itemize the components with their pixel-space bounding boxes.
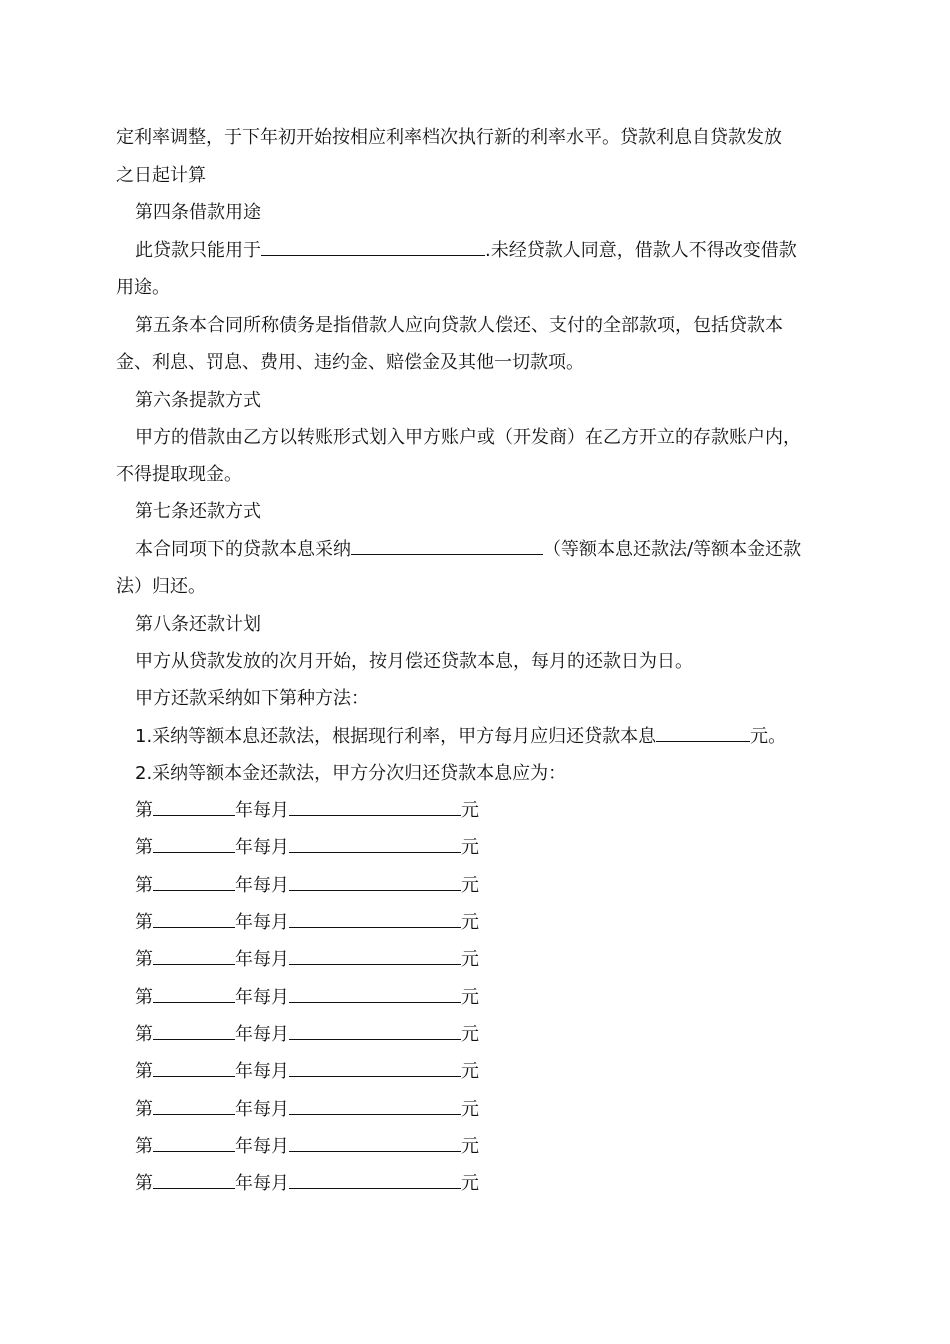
year-blank[interactable] [153, 1136, 235, 1152]
article-7-title: 第七条还款方式 [135, 501, 261, 522]
article-7-continuation: 法）归还。 [116, 576, 206, 597]
schedule-row [135, 875, 479, 897]
schedule-row-middle: 年每月 [235, 912, 289, 933]
schedule-row [135, 1061, 479, 1083]
schedule-row [135, 800, 479, 822]
schedule-row-middle: 年每月 [235, 837, 289, 858]
schedule-row-middle: 年每月 [235, 1099, 289, 1120]
option-1-suffix: 元。 [750, 726, 787, 747]
schedule-row-middle: 年每月 [235, 1173, 289, 1194]
schedule-row [135, 949, 479, 971]
article-7-paragraph [135, 539, 801, 561]
article-5-line-2: 金、利息、罚息、费用、违约金、赔偿金及其他一切款项。 [116, 352, 584, 373]
year-blank[interactable] [153, 949, 235, 965]
article-6-line-2: 不得提取现金。 [116, 464, 242, 485]
schedule-row [135, 1099, 479, 1121]
month-amount-blank[interactable] [289, 1024, 461, 1040]
schedule-row-suffix: 元 [461, 837, 479, 858]
schedule-row-suffix: 元 [461, 800, 479, 821]
article-7-suffix: （等额本息还款法/等额本金还款 [543, 539, 802, 560]
interest-paragraph-line-1: 定利率调整，于下年初开始按相应利率档次执行新的利率水平。贷款利息自贷款发放 [116, 127, 782, 148]
year-blank[interactable] [153, 1024, 235, 1040]
article-5-line-1: 第五条本合同所称债务是指借款人应向贷款人偿还、支付的全部款项，包括贷款本 [135, 315, 783, 336]
schedule-row-middle: 年每月 [235, 800, 289, 821]
year-blank[interactable] [153, 837, 235, 853]
schedule-row-prefix: 第 [135, 837, 153, 858]
article-4-continuation: 用途。 [116, 277, 170, 298]
year-blank[interactable] [153, 800, 235, 816]
article-8-line-2: 甲方还款采纳如下第种方法： [135, 688, 369, 709]
schedule-row [135, 1136, 479, 1158]
article-4-suffix: .未经贷款人同意，借款人不得改变借款 [485, 240, 797, 261]
article-8-title: 第八条还款计划 [135, 614, 261, 635]
repayment-method-blank[interactable] [351, 539, 543, 555]
schedule-row-suffix: 元 [461, 1061, 479, 1082]
month-amount-blank[interactable] [289, 912, 461, 928]
loan-purpose-blank[interactable] [261, 240, 485, 256]
article-4-paragraph [135, 240, 797, 262]
year-blank[interactable] [153, 1099, 235, 1115]
schedule-row-suffix: 元 [461, 1024, 479, 1045]
option-1-prefix: 1.采纳等额本息还款法，根据现行利率，甲方每月应归还贷款本息 [135, 726, 657, 747]
monthly-amount-blank[interactable] [656, 726, 750, 742]
schedule-row [135, 1024, 479, 1046]
month-amount-blank[interactable] [289, 987, 461, 1003]
month-amount-blank[interactable] [289, 1136, 461, 1152]
month-amount-blank[interactable] [289, 1061, 461, 1077]
schedule-row-suffix: 元 [461, 875, 479, 896]
month-amount-blank[interactable] [289, 1173, 461, 1189]
month-amount-blank[interactable] [289, 800, 461, 816]
schedule-row-middle: 年每月 [235, 949, 289, 970]
schedule-row-prefix: 第 [135, 800, 153, 821]
schedule-row-middle: 年每月 [235, 987, 289, 1008]
schedule-row-prefix: 第 [135, 912, 153, 933]
schedule-row-prefix: 第 [135, 1136, 153, 1157]
month-amount-blank[interactable] [289, 875, 461, 891]
schedule-row-suffix: 元 [461, 1136, 479, 1157]
article-4-title: 第四条借款用途 [135, 202, 261, 223]
schedule-row-middle: 年每月 [235, 1024, 289, 1045]
schedule-row-suffix: 元 [461, 1099, 479, 1120]
article-8-line-1: 甲方从贷款发放的次月开始，按月偿还贷款本息，每月的还款日为日。 [135, 651, 693, 672]
year-blank[interactable] [153, 875, 235, 891]
year-blank[interactable] [153, 1173, 235, 1189]
schedule-row-prefix: 第 [135, 1024, 153, 1045]
article-8-option-1 [135, 726, 786, 748]
schedule-row-prefix: 第 [135, 875, 153, 896]
article-6-line-1: 甲方的借款由乙方以转账形式划入甲方账户或（开发商）在乙方开立的存款账户内， [135, 427, 801, 448]
schedule-row-prefix: 第 [135, 949, 153, 970]
schedule-row-middle: 年每月 [235, 875, 289, 896]
year-blank[interactable] [153, 912, 235, 928]
schedule-row-middle: 年每月 [235, 1136, 289, 1157]
article-4-prefix: 此贷款只能用于 [135, 240, 261, 261]
schedule-row [135, 987, 479, 1009]
schedule-row-prefix: 第 [135, 987, 153, 1008]
month-amount-blank[interactable] [289, 949, 461, 965]
interest-paragraph-line-2: 之日起计算 [116, 165, 206, 186]
article-6-title: 第六条提款方式 [135, 390, 261, 411]
article-7-prefix: 本合同项下的贷款本息采纳 [135, 539, 351, 560]
year-blank[interactable] [153, 1061, 235, 1077]
schedule-row-middle: 年每月 [235, 1061, 289, 1082]
month-amount-blank[interactable] [289, 837, 461, 853]
schedule-row-prefix: 第 [135, 1099, 153, 1120]
schedule-row-suffix: 元 [461, 912, 479, 933]
schedule-row [135, 1173, 479, 1195]
schedule-row [135, 837, 479, 859]
schedule-row-prefix: 第 [135, 1061, 153, 1082]
year-blank[interactable] [153, 987, 235, 1003]
article-8-option-2: 2.采纳等额本金还款法，甲方分次归还贷款本息应为： [135, 763, 567, 784]
schedule-row-suffix: 元 [461, 1173, 479, 1194]
month-amount-blank[interactable] [289, 1099, 461, 1115]
schedule-row-suffix: 元 [461, 987, 479, 1008]
schedule-row-suffix: 元 [461, 949, 479, 970]
schedule-row [135, 912, 479, 934]
schedule-row-prefix: 第 [135, 1173, 153, 1194]
